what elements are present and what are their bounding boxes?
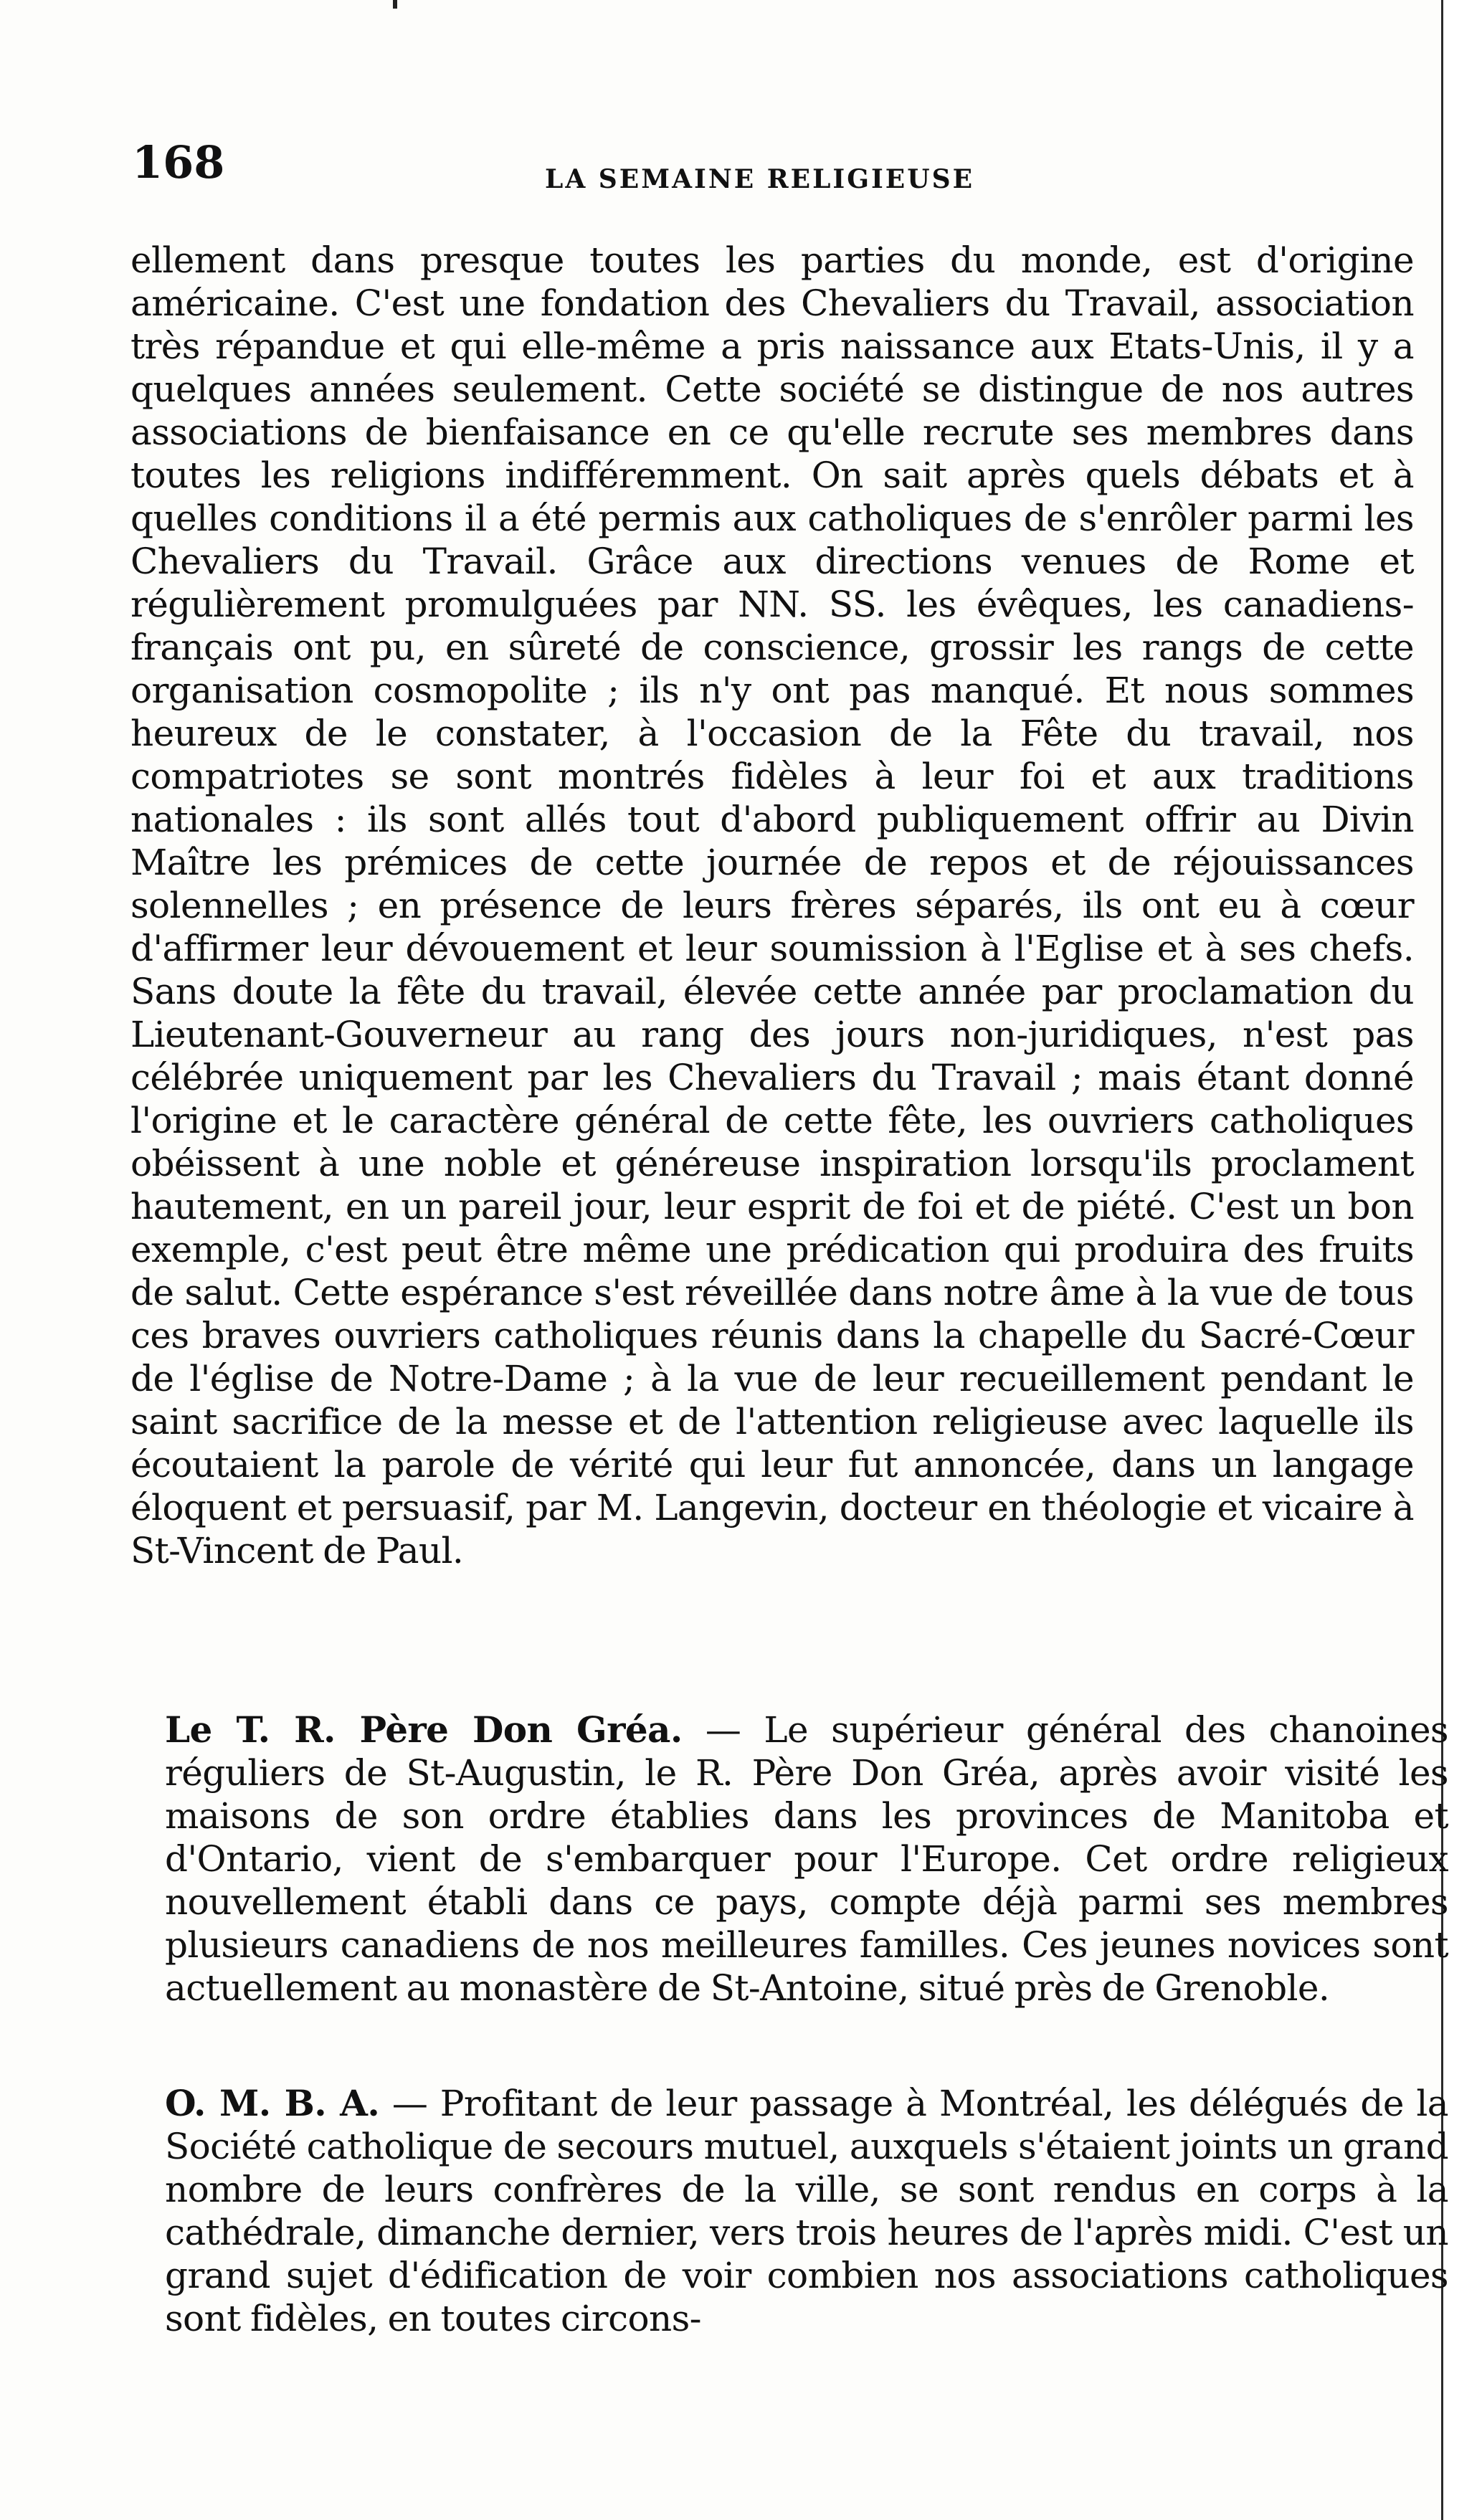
scan-speck: [393, 0, 397, 9]
article-2-text: — Le supérieur général des chanoines réguliers de St-Augustin, le R. Père Don Gréa, après avoir visité les maisons de son ordre établies dans les provinces de Manitoba et d'Ontario, vient de s'embarquer pour l'Europe. Cet ordre religieux nouvellement établi dans ce pays, compte déjà parmi ses membres plusieurs canadiens de nos meilleures familles. Ces jeunes novices sont actuellement au monastère de St-Antoine, situé près de Grenoble.: [165, 1709, 1448, 2009]
page-number: 168: [132, 136, 225, 189]
article-2-lead: Le T. R. Père Don Gréa.: [165, 1708, 683, 1751]
article-3-text: — Profitant de leur passage à Montréal, les délégués de la Société catholique de secours mutuel, auxquels s'étaient joints un grand nombre de leurs confrères de la ville, se sont rendus en corps à la cathédrale, dimanche dernier, vers trois heures de l'après midi. C'est un grand sujet d'édification de voir combien nos associations catholiques sont fidèles, en toutes circons-: [165, 2083, 1449, 2339]
article-3-lead: O. M. B. A.: [165, 2082, 380, 2124]
article-paragraph-2: [130, 1708, 1448, 2010]
article-paragraph-3: [130, 2082, 1448, 2340]
article-1-text: ellement dans presque toutes les parties du monde, est d'origine américaine. C'est une fondation des Chevaliers du Travail, association très répandue et qui elle-même a pris naissance aux Etats-Unis, il y a quelques années seulement. Cette société se distingue de nos autres associations de bienfaisance en ce qu'elle recrute ses membres dans toutes les religions indifféremment. On sait après quels débats et à quelles conditions il a été permis aux catholiques de s'enrôler parmi les Chevaliers du Travail. Grâce aux directions venues de Rome et régulièrement promulguées par NN. SS. les évêques, les canadiens-français ont pu, en sûreté de conscience, grossir les rangs de cette organisation cosmopolite ; ils n'y ont pas manqué. Et nous sommes heureux de le constater, à l'occasion de la Fête du travail, nos compatriotes se sont montrés fidèles à leur foi et aux traditions nationales : ils sont allés tout d'abord publiquement offrir au Divin Maître les prémices de cette journée de repos et de réjouissances solennelles ; en présence de leurs frères séparés, ils ont eu à cœur d'affirmer leur dévouement et leur soumission à l'Eglise et à ses chefs. Sans doute la fête du travail, élevée cette année par proclamation du Lieutenant-Gouverneur au rang des jours non-juridiques, n'est pas célébrée uniquement par les Chevaliers du Travail ; mais étant donné l'origine et le caractère général de cette fête, les ouvriers catholiques obéissent à une noble et généreuse inspiration lorsqu'ils proclament hautement, en un pareil jour, leur esprit de foi et de piété. C'est un bon exemple, c'est peut être même une prédication qui produira des fruits de salut. Cette espérance s'est réveillée dans notre âme à la vue de tous ces braves ouvriers catholiques réunis dans la chapelle du Sacré-Cœur de l'église de Notre-Dame ; à la vue de leur recueillement pendant le saint sacrifice de la messe et de l'attention religieuse avec laquelle ils écoutaient la parole de vérité qui leur fut annoncée, dans un langage éloquent et persuasif, par M. Langevin, docteur en théologie et vicaire à St-Vincent de Paul.: [130, 239, 1414, 1572]
article-paragraph-1: [130, 239, 1414, 1572]
running-title: LA SEMAINE RELIGIEUSE: [545, 164, 975, 194]
